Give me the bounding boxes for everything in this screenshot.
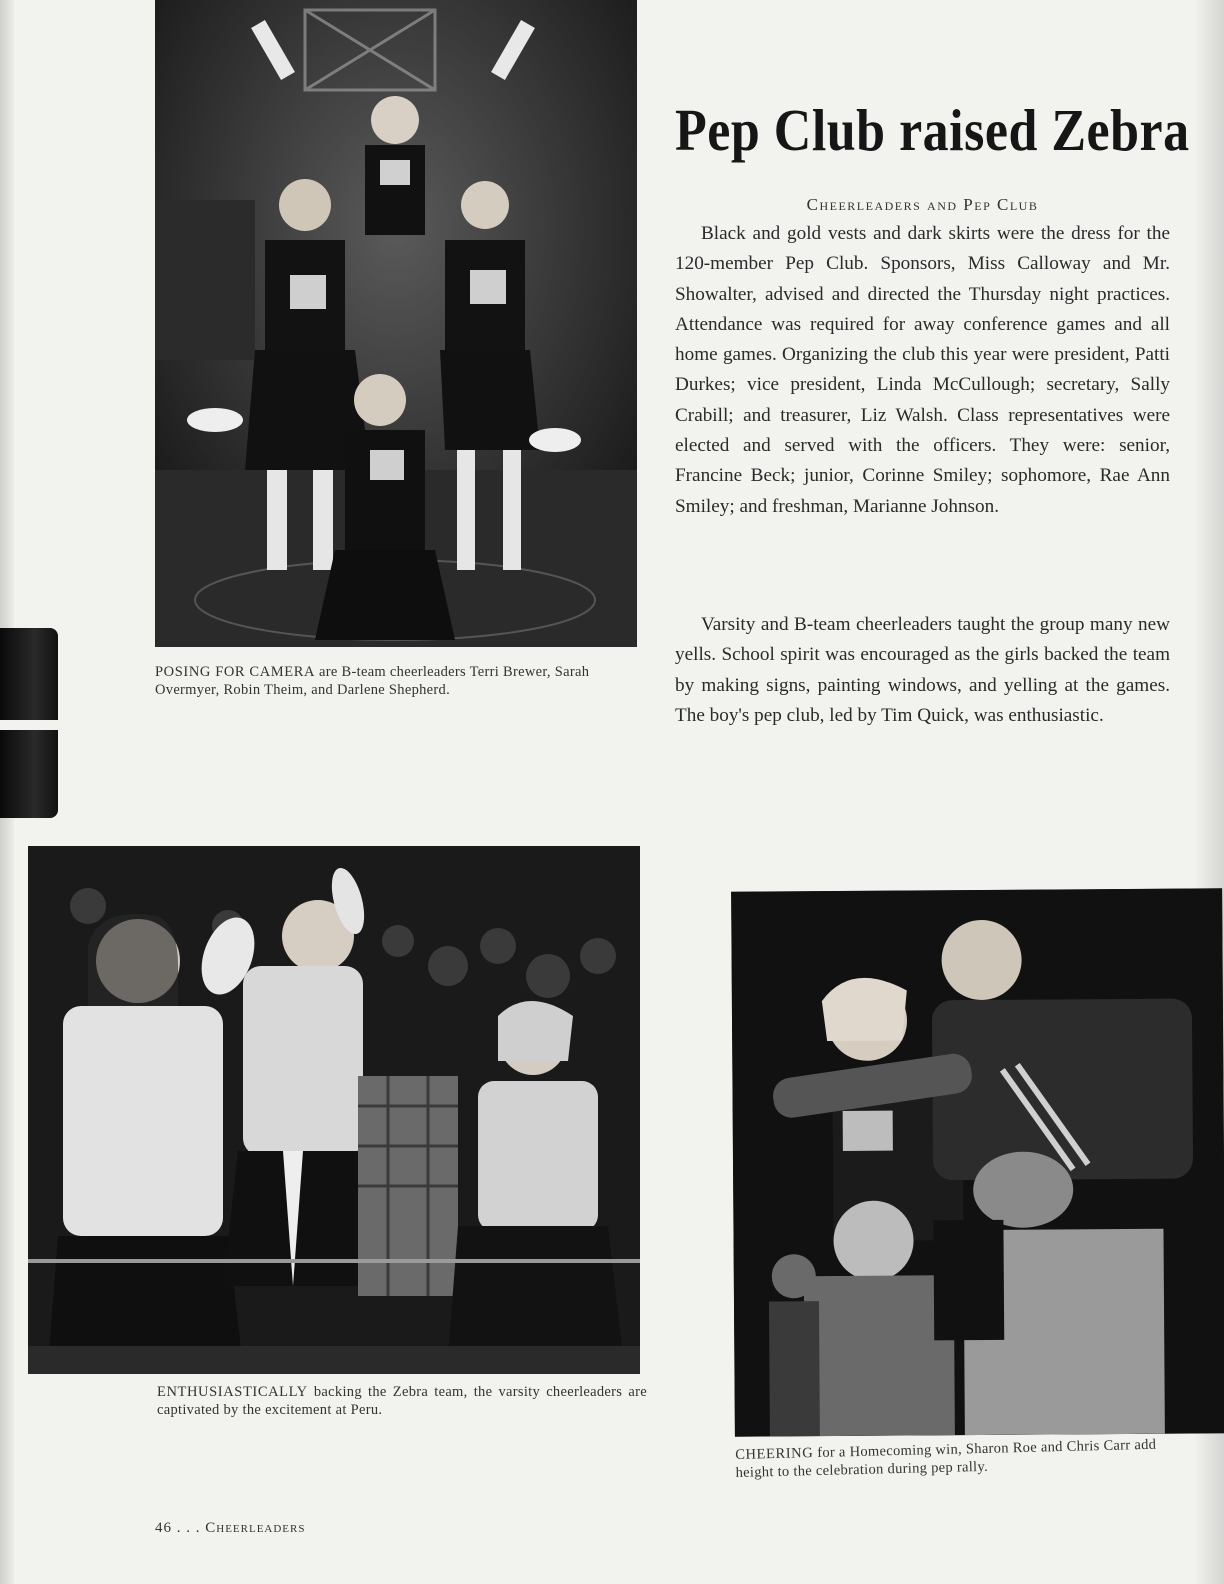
page-folio — [155, 1520, 305, 1537]
section-heading: Cheerleaders and Pep Club — [806, 195, 1039, 214]
caption-lead: CHEERING — [735, 1445, 814, 1463]
body-paragraph-1: Black and gold vests and dark skirts were the dress for the 120-member Pep Club. Sponsors, Miss Calloway and Mr. Showalter, advised and directed the Thursday night practices. Attendance was required for away conference games and all home games. Organizing the club this year were president, Patti Durkes; vice president, Linda McCullough; secretary, Sally Crabill; and treasurer, Liz Walsh. Class representatives were elected and served with the officers. They were: senior, Francine Beck; junior, Corinne Smiley; sophomore, Rae Ann Smiley; and freshman, Marianne Johnson. — [675, 223, 1170, 517]
photo-homecoming-cheer — [731, 888, 1224, 1436]
caption-text: backing the Zebra team, the varsity cheerleaders are captivated by the excitement at Peru. — [157, 1384, 647, 1418]
photo-varsity-cheerleaders — [28, 846, 640, 1374]
folio-section-name: Cheerleaders — [205, 1520, 306, 1536]
page-number: 46 — [155, 1520, 172, 1536]
binding-clip — [0, 628, 58, 818]
body-paragraph-2: Varsity and B-team cheerleaders taught the group many new yells. School spirit was encouraged as the girls backed the team by making signs, painting windows, and yelling at the games. The boy's pep club, led by Tim Quick, was enthusiastic. — [675, 614, 1170, 726]
caption-top-photo — [155, 663, 637, 699]
caption-lead: ENTHUSIASTICALLY — [157, 1384, 308, 1400]
caption-bottom-left-photo — [157, 1383, 647, 1419]
folio-separator: . . . — [172, 1520, 206, 1536]
caption-text: for a Homecoming win, Sharon Roe and Chris Carr add height to the celebration during pep rally. — [735, 1436, 1157, 1481]
caption-text: are B-team cheerleaders Terri Brewer, Sarah Overmyer, Robin Theim, and Darlene Shepherd. — [155, 664, 590, 698]
page-headline: Pep Club raised Zebra — [675, 98, 1190, 164]
caption-lead: POSING FOR CAMERA — [155, 664, 316, 680]
caption-bottom-right-photo — [735, 1435, 1176, 1482]
photo-bteam-cheerleaders — [155, 0, 637, 647]
